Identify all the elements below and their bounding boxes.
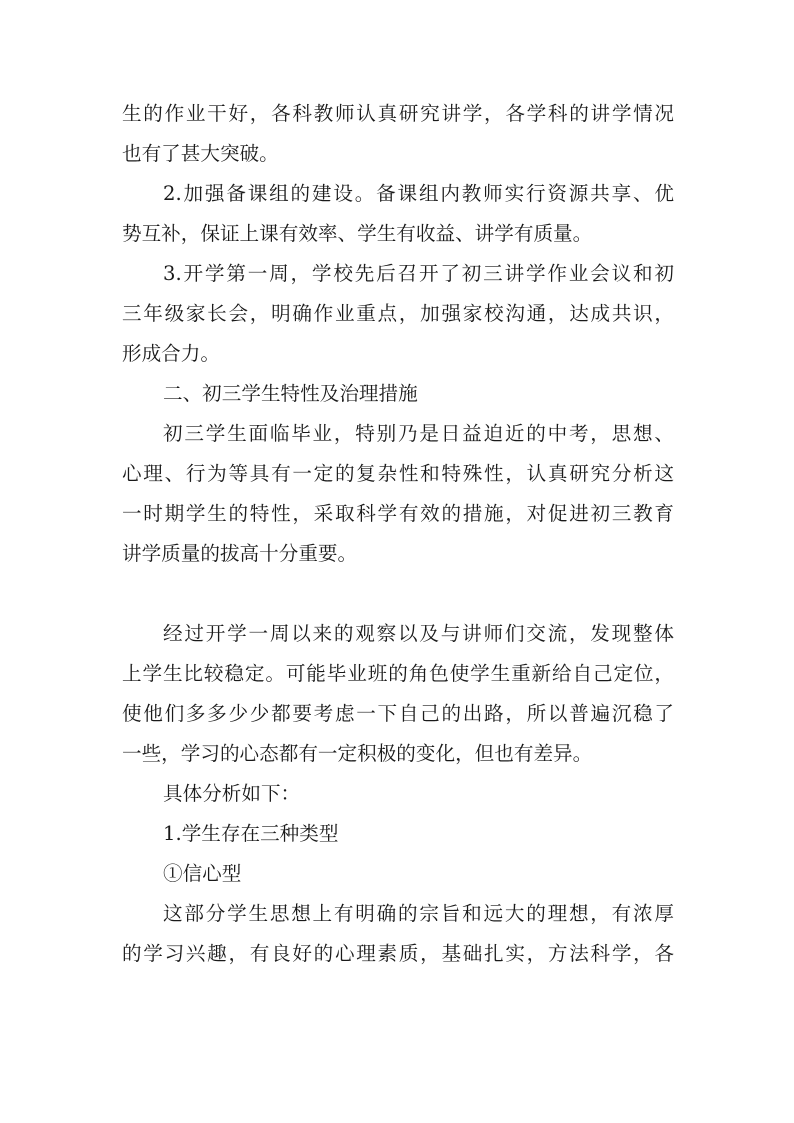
text-line-13: 经过开学一周以来的观察以及与讲师们交流，发现整体 [163,622,674,645]
subheading-student-types: 1.学生存在三种类型 [163,822,339,845]
text-line-21: 的学习兴趣，有良好的心理素质，基础扎实，方法科学，各 [122,942,674,965]
text-line-20: 这部分学生思想上有明确的宗旨和远大的理想，有浓厚 [163,902,674,925]
text-line-6: 三年级家长会，明确作业重点，加强家校沟通，达成共识， [122,302,674,325]
text-line-2: 也有了甚大突破。 [122,142,279,165]
text-line-15: 使他们多多少少都要考虑一下自己的出路，所以普遍沉稳了 [122,702,674,725]
text-line-5: 3.开学第一周，学校先后召开了初三讲学作业会议和初 [163,262,674,285]
text-line-10: 心理、行为等具有一定的复杂性和特殊性，认真研究分析这 [122,462,674,485]
text-line-11: 一时期学生的特性，采取科学有效的措施，对促进初三教育 [122,502,674,525]
text-line-14: 上学生比较稳定。可能毕业班的角色使学生重新给自己定位， [122,662,674,685]
text-line-16: 一些，学习的心态都有一定积极的变化，但也有差异。 [122,742,593,765]
subheading-confidence-type: ①信心型 [163,862,242,885]
text-line-9: 初三学生面临毕业，特别乃是日益迫近的中考，思想、 [163,422,674,445]
text-line-12: 讲学质量的拔高十分重要。 [122,542,358,565]
section-heading: 二、初三学生特性及治理措施 [163,382,418,405]
text-line-1: 生的作业干好，各科教师认真研究讲学，各学科的讲学情况 [122,102,674,125]
paragraph-gap [122,574,674,614]
text-line-3: 2.加强备课组的建设。备课组内教师实行资源共享、优 [163,182,674,205]
document-page [122,94,674,974]
text-line-7: 形成合力。 [122,342,220,365]
text-line-17: 具体分析如下： [163,782,301,805]
text-line-4: 势互补，保证上课有效率、学生有收益、讲学有质量。 [122,222,593,245]
